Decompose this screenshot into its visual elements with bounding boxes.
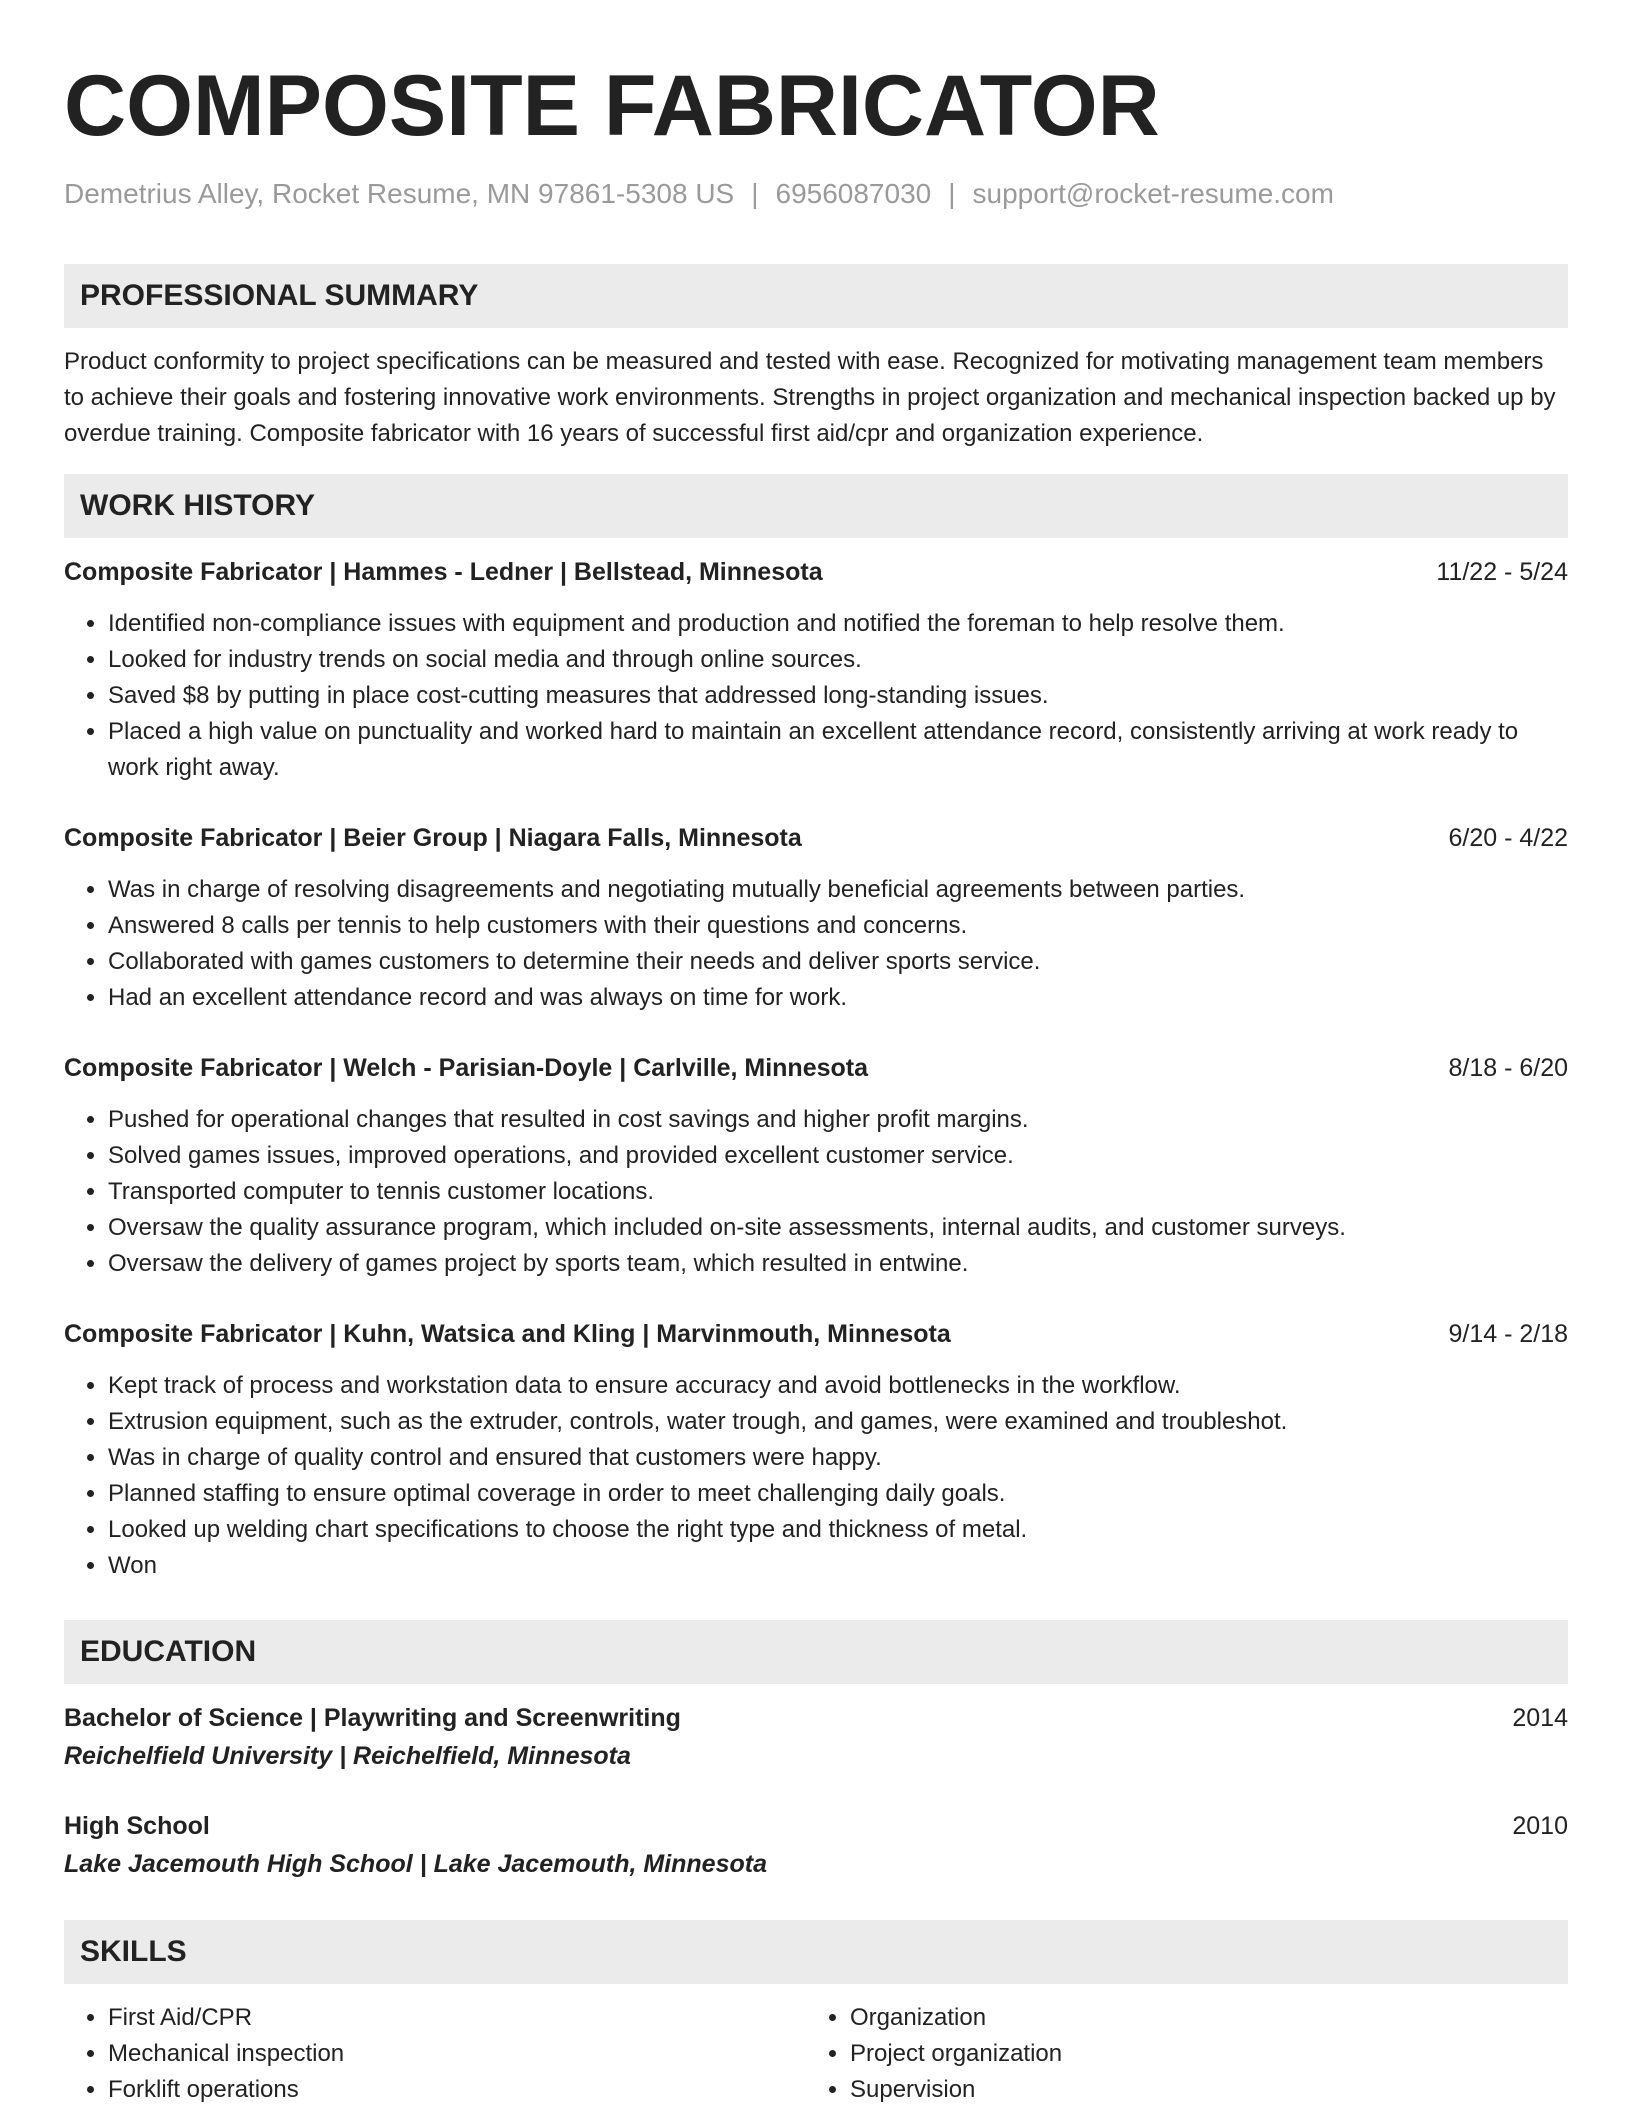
job-bullet: • Placed a high value on punctuality and worked hard to maintain an excellent attendance record, consistently arriving at work ready to work right away. xyxy=(108,714,1568,786)
section-header-summary: PROFESSIONAL SUMMARY xyxy=(64,264,1568,328)
job-bullet: • Kept track of process and workstation data to ensure accuracy and avoid bottlenecks in the workflow. xyxy=(108,1368,1568,1404)
job-bullets xyxy=(64,1102,1568,1282)
section-header-work-history: WORK HISTORY xyxy=(64,474,1568,538)
job-bullet: • Oversaw the quality assurance program, which included on-site assessments, internal audits, and customer surveys. xyxy=(108,1210,1568,1246)
job-bullet: • Pushed for operational changes that resulted in cost savings and higher profit margins. xyxy=(108,1102,1568,1138)
job-bullets xyxy=(64,872,1568,1016)
skills-list-left xyxy=(64,2000,806,2108)
resume-title: COMPOSITE FABRICATOR xyxy=(64,58,1160,154)
education-degree: High School xyxy=(64,1812,210,1840)
education-entry xyxy=(64,1700,1568,1776)
job-title: Composite Fabricator | Hammes - Ledner | Bellstead, Minnesota xyxy=(64,558,823,586)
contact-address: Demetrius Alley, Rocket Resume, MN 97861-5308 US xyxy=(64,178,735,209)
education-school: Lake Jacemouth High School | Lake Jacemouth, Minnesota xyxy=(64,1850,767,1878)
education-entry xyxy=(64,1808,1568,1884)
job-bullet: • Had an excellent attendance record and was always on time for work. xyxy=(108,980,1568,1016)
work-history-list xyxy=(64,554,1568,1584)
job-bullets xyxy=(64,606,1568,786)
education-year: 2010 xyxy=(1512,1812,1568,1840)
skill-item: • Forklift operations xyxy=(108,2072,806,2108)
job-bullet: • Solved games issues, improved operations, and provided excellent customer service. xyxy=(108,1138,1568,1174)
job-bullet: • Saved $8 by putting in place cost-cutting measures that addressed long-standing issues. xyxy=(108,678,1568,714)
skills-list-right xyxy=(806,2000,1548,2108)
skill-item: • Organization xyxy=(850,2000,1548,2036)
job-dates: 6/20 - 4/22 xyxy=(1448,824,1568,852)
job-bullet: • Planned staffing to ensure optimal coverage in order to meet challenging daily goals. xyxy=(108,1476,1568,1512)
job-header xyxy=(64,820,1568,856)
job-entry xyxy=(64,820,1568,1016)
job-bullet: • Looked up welding chart specifications to choose the right type and thickness of metal. xyxy=(108,1512,1568,1548)
job-title: Composite Fabricator | Beier Group | Niagara Falls, Minnesota xyxy=(64,824,802,852)
job-header xyxy=(64,554,1568,590)
contact-separator: | xyxy=(751,178,759,209)
skill-item: • Project organization xyxy=(850,2036,1548,2072)
job-bullet: • Oversaw the delivery of games project by sports team, which resulted in entwine. xyxy=(108,1246,1568,1282)
contact-email: support@rocket-resume.com xyxy=(972,178,1334,209)
job-title: Composite Fabricator | Kuhn, Watsica and Kling | Marvinmouth, Minnesota xyxy=(64,1320,951,1348)
job-bullet: • Won xyxy=(108,1548,1568,1584)
education-list xyxy=(64,1700,1568,1884)
skill-item: • Supervision xyxy=(850,2072,1548,2108)
job-bullet: • Looked for industry trends on social media and through online sources. xyxy=(108,642,1568,678)
job-bullet: • Identified non-compliance issues with equipment and production and notified the foreman to help resolve them. xyxy=(108,606,1568,642)
skills-columns xyxy=(64,2000,1568,2108)
job-header xyxy=(64,1316,1568,1352)
contact-separator: | xyxy=(948,178,956,209)
job-bullet: • Extrusion equipment, such as the extruder, controls, water trough, and games, were examined and troubleshot. xyxy=(108,1404,1568,1440)
job-bullets xyxy=(64,1368,1568,1584)
education-header xyxy=(64,1808,1568,1844)
job-dates: 9/14 - 2/18 xyxy=(1448,1320,1568,1348)
contact-phone: 6956087030 xyxy=(775,178,932,209)
job-bullet: • Was in charge of resolving disagreements and negotiating mutually beneficial agreements between parties. xyxy=(108,872,1568,908)
education-degree: Bachelor of Science | Playwriting and Screenwriting xyxy=(64,1704,681,1732)
job-bullet: • Collaborated with games customers to determine their needs and deliver sports service. xyxy=(108,944,1568,980)
job-bullet: • Was in charge of quality control and ensured that customers were happy. xyxy=(108,1440,1568,1476)
job-header xyxy=(64,1050,1568,1086)
skill-item: • Mechanical inspection xyxy=(108,2036,806,2072)
summary-text: Product conformity to project specifications can be measured and tested with ease. Recognized for motivating management team members to achieve their goals and fostering innovative work environments. Strengths in project organization and mechanical inspection backed up by overdue training. Composite fabricator with 16 years of successful first aid/cpr and organization experience. xyxy=(64,348,1556,447)
job-entry xyxy=(64,1050,1568,1282)
job-dates: 8/18 - 6/20 xyxy=(1448,1054,1568,1082)
education-year: 2014 xyxy=(1512,1704,1568,1732)
job-bullet: • Answered 8 calls per tennis to help customers with their questions and concerns. xyxy=(108,908,1568,944)
section-header-education: EDUCATION xyxy=(64,1620,1568,1684)
job-title: Composite Fabricator | Welch - Parisian-Doyle | Carlville, Minnesota xyxy=(64,1054,869,1082)
job-entry xyxy=(64,1316,1568,1584)
job-entry xyxy=(64,554,1568,786)
job-bullet: • Transported computer to tennis customer locations. xyxy=(108,1174,1568,1210)
contact-line xyxy=(64,176,1568,212)
skill-item: • First Aid/CPR xyxy=(108,2000,806,2036)
education-school: Reichelfield University | Reichelfield, Minnesota xyxy=(64,1742,631,1770)
education-header xyxy=(64,1700,1568,1736)
section-header-skills: SKILLS xyxy=(64,1920,1568,1984)
job-dates: 11/22 - 5/24 xyxy=(1436,558,1568,586)
